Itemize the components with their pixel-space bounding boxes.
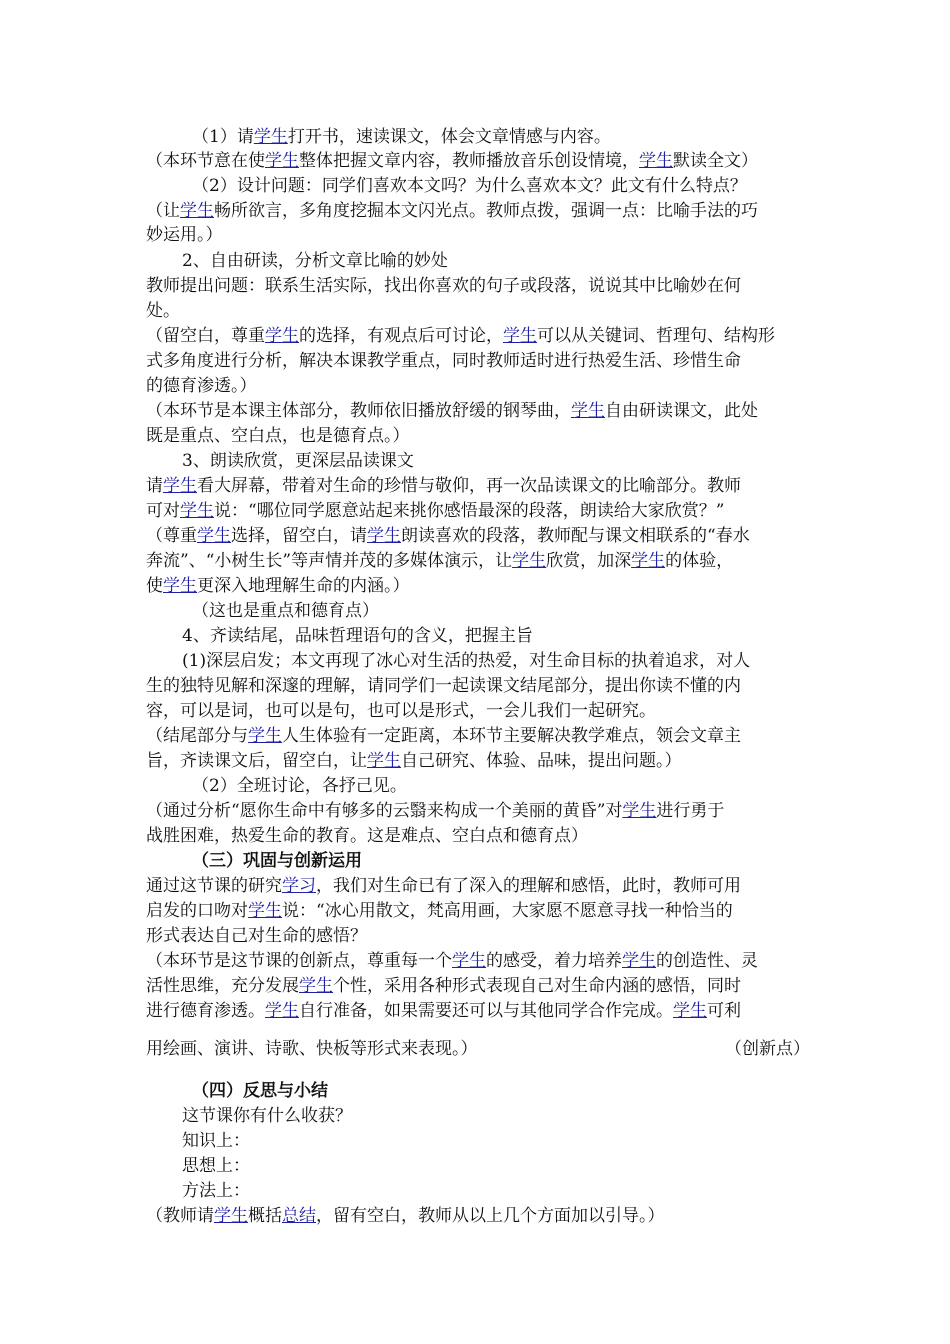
text-span: 自由研读课文，此处 [605,401,758,421]
text-span: 2、自由研读，分析文章比喻的妙处 [182,251,448,271]
paragraph-line [146,575,410,597]
text-span: 可利 [707,1001,741,1021]
text-span: 请 [146,476,163,496]
link-student[interactable]: 学生 [197,526,231,546]
paragraph-line [192,175,747,197]
section-heading [192,850,362,872]
text-span: （通过分析“愿你生命中有够多的云翳来构成一个美丽的黄昏”对 [146,801,623,821]
text-span: 可以从关键词、哲理句、结构形 [537,326,775,346]
paragraph-line [146,425,410,447]
text-span: （教师请 [146,1206,214,1226]
text-span: 这节课你有什么收获？ [182,1106,352,1126]
paragraph-line [146,800,724,822]
link-student[interactable]: 学生 [299,976,333,996]
text-span: 旨，齐读课文后，留空白，让 [146,751,367,771]
link-student[interactable]: 学生 [367,751,401,771]
text-span: 式多角度进行分析，解决本课教学重点，同时教师适时进行热爱生活、珍惜生命 [146,351,741,371]
paragraph-line [146,325,775,347]
paragraph-line [182,650,750,672]
link-student[interactable]: 学生 [622,951,656,971]
link-student[interactable]: 学生 [180,201,214,221]
text-span: （三）巩固与创新运用 [192,851,362,871]
paragraph-line [146,500,724,522]
paragraph-line [146,825,588,847]
text-span: （本环节是本课主体部分，教师依旧播放舒缓的钢琴曲， [146,401,571,421]
link-student[interactable]: 学生 [180,501,214,521]
text-span: 教师提出问题：联系生活实际，找出你喜欢的句子或段落，说说其中比喻妙在何 [146,276,741,296]
text-span: 说：“哪位同学愿意站起来挑你感悟最深的段落，朗读给大家欣赏？” [214,501,725,521]
text-span: ，我们对生命已有了深入的理解和感悟，此时，教师可用 [316,876,741,896]
text-span: 思想上： [182,1156,250,1176]
link-student[interactable]: 学生 [673,1001,707,1021]
link-student[interactable]: 学生 [248,726,282,746]
text-span: 启发的口吻对 [146,901,248,921]
paragraph-line [146,1000,741,1022]
text-span: 活性思维，充分发展 [146,976,299,996]
paragraph-line [146,750,682,772]
text-span: 形式表达自己对生命的感悟？ [146,926,367,946]
text-span: 妙运用。） [146,225,223,245]
paragraph-line [146,550,733,572]
text-span: 知识上： [182,1131,250,1151]
paragraph-line [182,1130,250,1152]
link-student[interactable]: 学生 [265,326,299,346]
innovation-note: （创新点） [725,1039,810,1059]
text-span: （本环节是这节课的创新点，尊重每一个 [146,951,452,971]
link-student[interactable]: 学生 [631,551,666,571]
text-span: 自己研究、体验、品味，提出问题。） [401,751,682,771]
paragraph-line [146,975,741,997]
text-span: 奔流”、“小树生长”等声情并茂的多媒体演示，让 [146,551,513,571]
text-span: （2）全班讨论，各抒己见。 [192,776,407,796]
paragraph-line [146,400,758,422]
text-span: 的体验， [665,551,734,571]
link-student[interactable]: 学生 [163,576,197,596]
paragraph-line [182,1180,250,1202]
paragraph-line [146,200,758,222]
paragraph-line [146,224,223,246]
paragraph-line [146,1205,665,1227]
paragraph-line [192,126,611,148]
link-student[interactable]: 学生 [503,326,537,346]
text-span: （1）请 [192,127,254,147]
text-span: 通过这节课的研究 [146,876,282,896]
paragraph-line [182,1105,352,1127]
link-student[interactable]: 学生 [622,801,657,821]
text-span: 畅所欲言，多角度挖掘本文闪光点。教师点拨，强调一点：比喻手法的巧 [214,201,758,221]
text-span: （四）反思与小结 [192,1081,328,1101]
paragraph-line [192,600,379,622]
paragraph-line [146,675,741,697]
link-student[interactable]: 学生 [214,1206,248,1226]
link-student[interactable]: 学生 [265,1001,299,1021]
text-span: （2）设计问题：同学们喜欢本文吗？为什么喜欢本文？此文有什么特点？ [192,176,747,196]
paragraph-line [146,300,180,322]
link-study[interactable]: 学习 [282,876,316,896]
text-span: 进行勇于 [656,801,725,821]
link-student[interactable]: 学生 [163,476,197,496]
text-span: 既是重点、空白点，也是德育点。） [146,426,410,446]
text-span: ，留有空白，教师从以上几个方面加以引导。） [316,1206,665,1226]
link-student[interactable]: 学生 [265,151,299,171]
text-span: 整体把握文章内容，教师播放音乐创设情境， [299,151,639,171]
section-heading [182,625,533,647]
text-span: 4、齐读结尾，品味哲理语句的含义，把握主旨 [182,626,533,646]
text-span: 用绘画、演讲、诗歌、快板等形式来表现。） [146,1039,478,1059]
paragraph-line [146,925,367,947]
text-span: 生的独特见解和深邃的理解，请同学们一起读课文结尾部分，提出你读不懂的内 [146,676,741,696]
paragraph-line [146,1038,810,1060]
link-student[interactable]: 学生 [512,551,547,571]
text-span: 朗读喜欢的段落，教师配与课文相联系的“春水 [401,526,750,546]
paragraph-line [182,1155,250,1177]
text-span: （尊重 [146,526,197,546]
paragraph-line [146,875,741,897]
text-span: 战胜困难，热爱生命的教育。这是难点、空白点和德育点） [146,826,588,846]
text-span: 进行德育渗透。 [146,1001,265,1021]
link-summary[interactable]: 总结 [282,1206,316,1226]
text-span: 的创造性、灵 [656,951,758,971]
text-span: 处。 [146,301,180,321]
text-span: 看大屏幕，带着对生命的珍惜与敬仰，再一次品读课文的比喻部分。教师 [197,476,741,496]
text-span: 人生体验有一定距离，本环节主要解决教学难点，领会文章主 [282,726,741,746]
text-span: 打开书，速读课文，体会文章情感与内容。 [287,127,611,147]
link-student[interactable]: 学生 [452,951,486,971]
section-heading [182,250,448,272]
section-heading [192,1080,328,1102]
link-student[interactable]: 学生 [367,526,401,546]
paragraph-line [146,275,741,297]
paragraph-line [192,775,407,797]
text-span: 可对 [146,501,180,521]
text-span: 的德育渗透。） [146,376,257,396]
paragraph-line [146,700,656,722]
text-span: 说：“冰心用散文，梵高用画，大家愿不愿意寻找一种恰当的 [282,901,733,921]
text-span: 默读全文） [673,151,758,171]
text-span: （留空白，尊重 [146,326,265,346]
text-span: 概括 [248,1206,282,1226]
text-span: （本环节意在使 [146,151,265,171]
link-student[interactable]: 学生 [639,151,673,171]
text-span: 个性，采用各种形式表现自己对生命内涵的感悟，同时 [333,976,741,996]
text-span: （结尾部分与 [146,726,248,746]
paragraph-line [146,900,733,922]
paragraph-line [146,475,741,497]
text-span: 容，可以是词，也可以是句，也可以是形式，一会儿我们一起研究。 [146,701,656,721]
link-student[interactable]: 学生 [253,127,288,147]
paragraph-line [146,350,741,372]
text-span: （让 [146,201,180,221]
text-span: 更深入地理解生命的内涵。） [197,576,410,596]
paragraph-line [146,725,741,747]
text-span: 欣赏，加深 [546,551,632,571]
link-student[interactable]: 学生 [571,401,605,421]
text-span: 自行准备，如果需要还可以与其他同学合作完成。 [299,1001,673,1021]
text-span: (1)深层启发；本文再现了冰心对生活的热爱，对生命目标的执着追求，对人 [182,651,751,671]
paragraph-line [146,950,758,972]
text-span: （这也是重点和德育点） [192,601,379,621]
paragraph-line [146,525,750,547]
text-span: 3、朗读欣赏，更深层品读课文 [182,451,414,471]
text-span: 使 [146,576,163,596]
section-heading [182,450,414,472]
link-student[interactable]: 学生 [248,901,282,921]
text-span: 方法上： [182,1181,250,1201]
text-span: 选择，留空白，请 [231,526,367,546]
text-span: 的选择，有观点后可讨论， [299,326,503,346]
paragraph-line [146,375,257,397]
paragraph-line [146,150,758,172]
text-span: 的感受，着力培养 [486,951,622,971]
